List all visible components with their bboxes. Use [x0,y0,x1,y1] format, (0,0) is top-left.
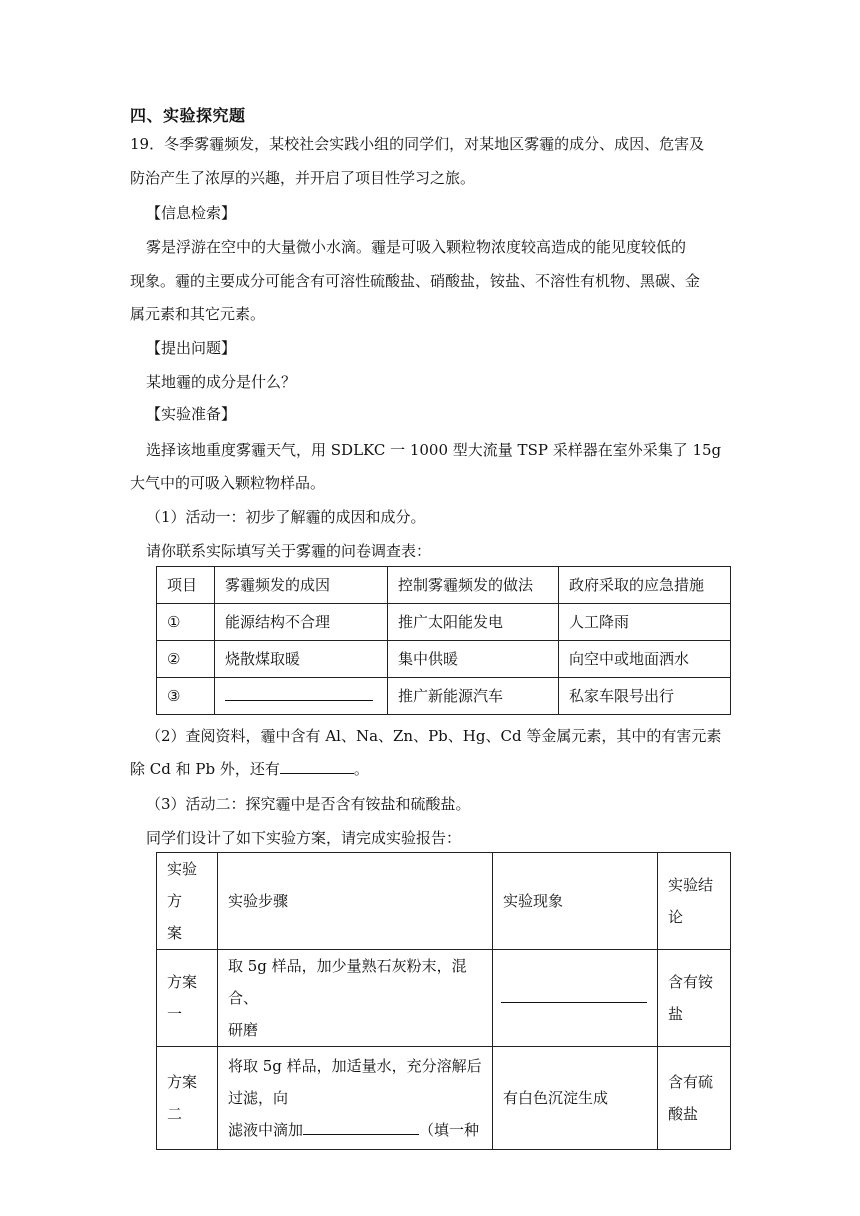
plan-cell [218,950,493,1047]
survey-header-cell: 项目 [157,567,215,604]
survey-table [156,566,731,715]
survey-cell: 推广太阳能发电 [388,604,559,641]
section-title: 四、实验探究题 [130,106,246,125]
q2-line1: （2）查阅资料，霾中含有 Al、Na、Zn、Pb、Hg、Cd 等金属元素，其中的有害元素 [146,727,722,745]
problem-heading: 【提出问题】 [146,339,237,357]
plan-header-cell [658,853,731,950]
survey-cell: 人工降雨 [559,604,731,641]
survey-answer-cell [215,678,388,715]
activity2-text: （3）活动二：探究霾中是否含有铵盐和硫酸盐。 [146,795,471,813]
survey-cell: ③ [157,678,215,715]
plan-header-row [157,853,731,950]
plan-row [157,950,731,1047]
survey-cell: 烧散煤取暖 [215,641,388,678]
plan-cell [218,1047,493,1150]
plan-header-cell: 实验步骤 [218,853,493,950]
survey-row [157,678,731,715]
info-line1: 雾是浮游在空中的大量微小水滴。霾是可吸入颗粒物浓度较高造成的能见度较低的 [146,238,687,256]
plan-cell: 方案一 [157,950,218,1047]
plan-conclusion-text: 含有铵 [668,973,714,991]
plan-conclusion-text: 酸盐 [668,1105,699,1123]
plan-cell [658,950,731,1047]
answer-blank[interactable] [225,686,373,701]
problem-text: 某地霾的成分是什么？ [146,373,297,391]
answer-blank[interactable] [501,988,647,1003]
info-line2: 现象。霾的主要成分可能含有可溶性硫酸盐、硝酸盐，铵盐、不溶性有机物、黑碳、金 [130,272,701,290]
question-intro-line1: 19．冬季雾霾频发，某校社会实践小组的同学们，对某地区雾霾的成分、成因、危害及 [130,135,705,153]
plan-step-post: （填一种 [419,1121,480,1139]
plan-step-pre: 滤液中滴加 [228,1121,304,1139]
survey-row [157,604,731,641]
plan-step-text: 过滤，向 [228,1089,289,1107]
survey-header-cell: 政府采取的应急措施 [559,567,731,604]
survey-header-row [157,567,731,604]
info-line3: 属元素和其它元素。 [130,305,266,323]
plan-row [157,1047,731,1150]
q2-line2 [130,759,369,779]
prep-heading: 【实验准备】 [146,405,237,423]
plan-cell: 有白色沉淀生成 [493,1047,658,1150]
plan-prompt: 同学们设计了如下实验方案，请完成实验报告： [146,829,462,847]
plan-step-text: 研磨 [228,1021,259,1039]
plan-table [156,852,731,1150]
survey-cell: ① [157,604,215,641]
plan-conclusion-text: 含有硫 [668,1073,714,1091]
survey-header-cell: 雾霾频发的成因 [215,567,388,604]
plan-header-text: 案 [167,924,183,942]
survey-cell: 私家车限号出行 [559,678,731,715]
survey-prompt: 请你联系实际填写关于雾霾的问卷调查表： [146,542,432,560]
plan-answer-cell [493,950,658,1047]
survey-header-cell: 控制雾霾频发的做法 [388,567,559,604]
plan-header-cell: 实验现象 [493,853,658,950]
question-intro-line2: 防治产生了浓厚的兴趣，并开启了项目性学习之旅。 [130,169,476,187]
q2-line2-pre: 除 Cd 和 Pb 外，还有 [130,760,280,778]
prep-line2: 大气中的可吸入颗粒物样品。 [130,474,326,492]
plan-cell [658,1047,731,1150]
q2-line2-post: 。 [353,760,369,778]
plan-header-text: 实验方 [167,860,198,910]
plan-header-text: 论 [668,908,684,926]
plan-header-text: 实验结 [668,876,714,894]
activity1-text: （1）活动一：初步了解霾的成因和成分。 [146,508,426,526]
plan-step-text: 将取 5g 样品，加适量水，充分溶解后 [228,1057,482,1075]
plan-header-cell [157,853,218,950]
plan-step-text: 取 5g 样品，加少量熟石灰粉末，混合、 [228,957,467,1007]
plan-step-text [228,1114,482,1146]
survey-cell: 能源结构不合理 [215,604,388,641]
survey-cell: 推广新能源汽车 [388,678,559,715]
info-heading: 【信息检索】 [146,204,237,222]
plan-conclusion-text: 盐 [668,1005,684,1023]
answer-blank[interactable] [280,759,354,774]
survey-row [157,641,731,678]
prep-line1: 选择该地重度雾霾天气，用 SDLKC 一 1000 型大流量 TSP 采样器在室外采集了 15g [146,441,722,459]
survey-cell: 向空中或地面洒水 [559,641,731,678]
answer-blank[interactable] [303,1120,419,1135]
survey-cell: 集中供暖 [388,641,559,678]
survey-cell: ② [157,641,215,678]
plan-cell: 方案二 [157,1047,218,1150]
